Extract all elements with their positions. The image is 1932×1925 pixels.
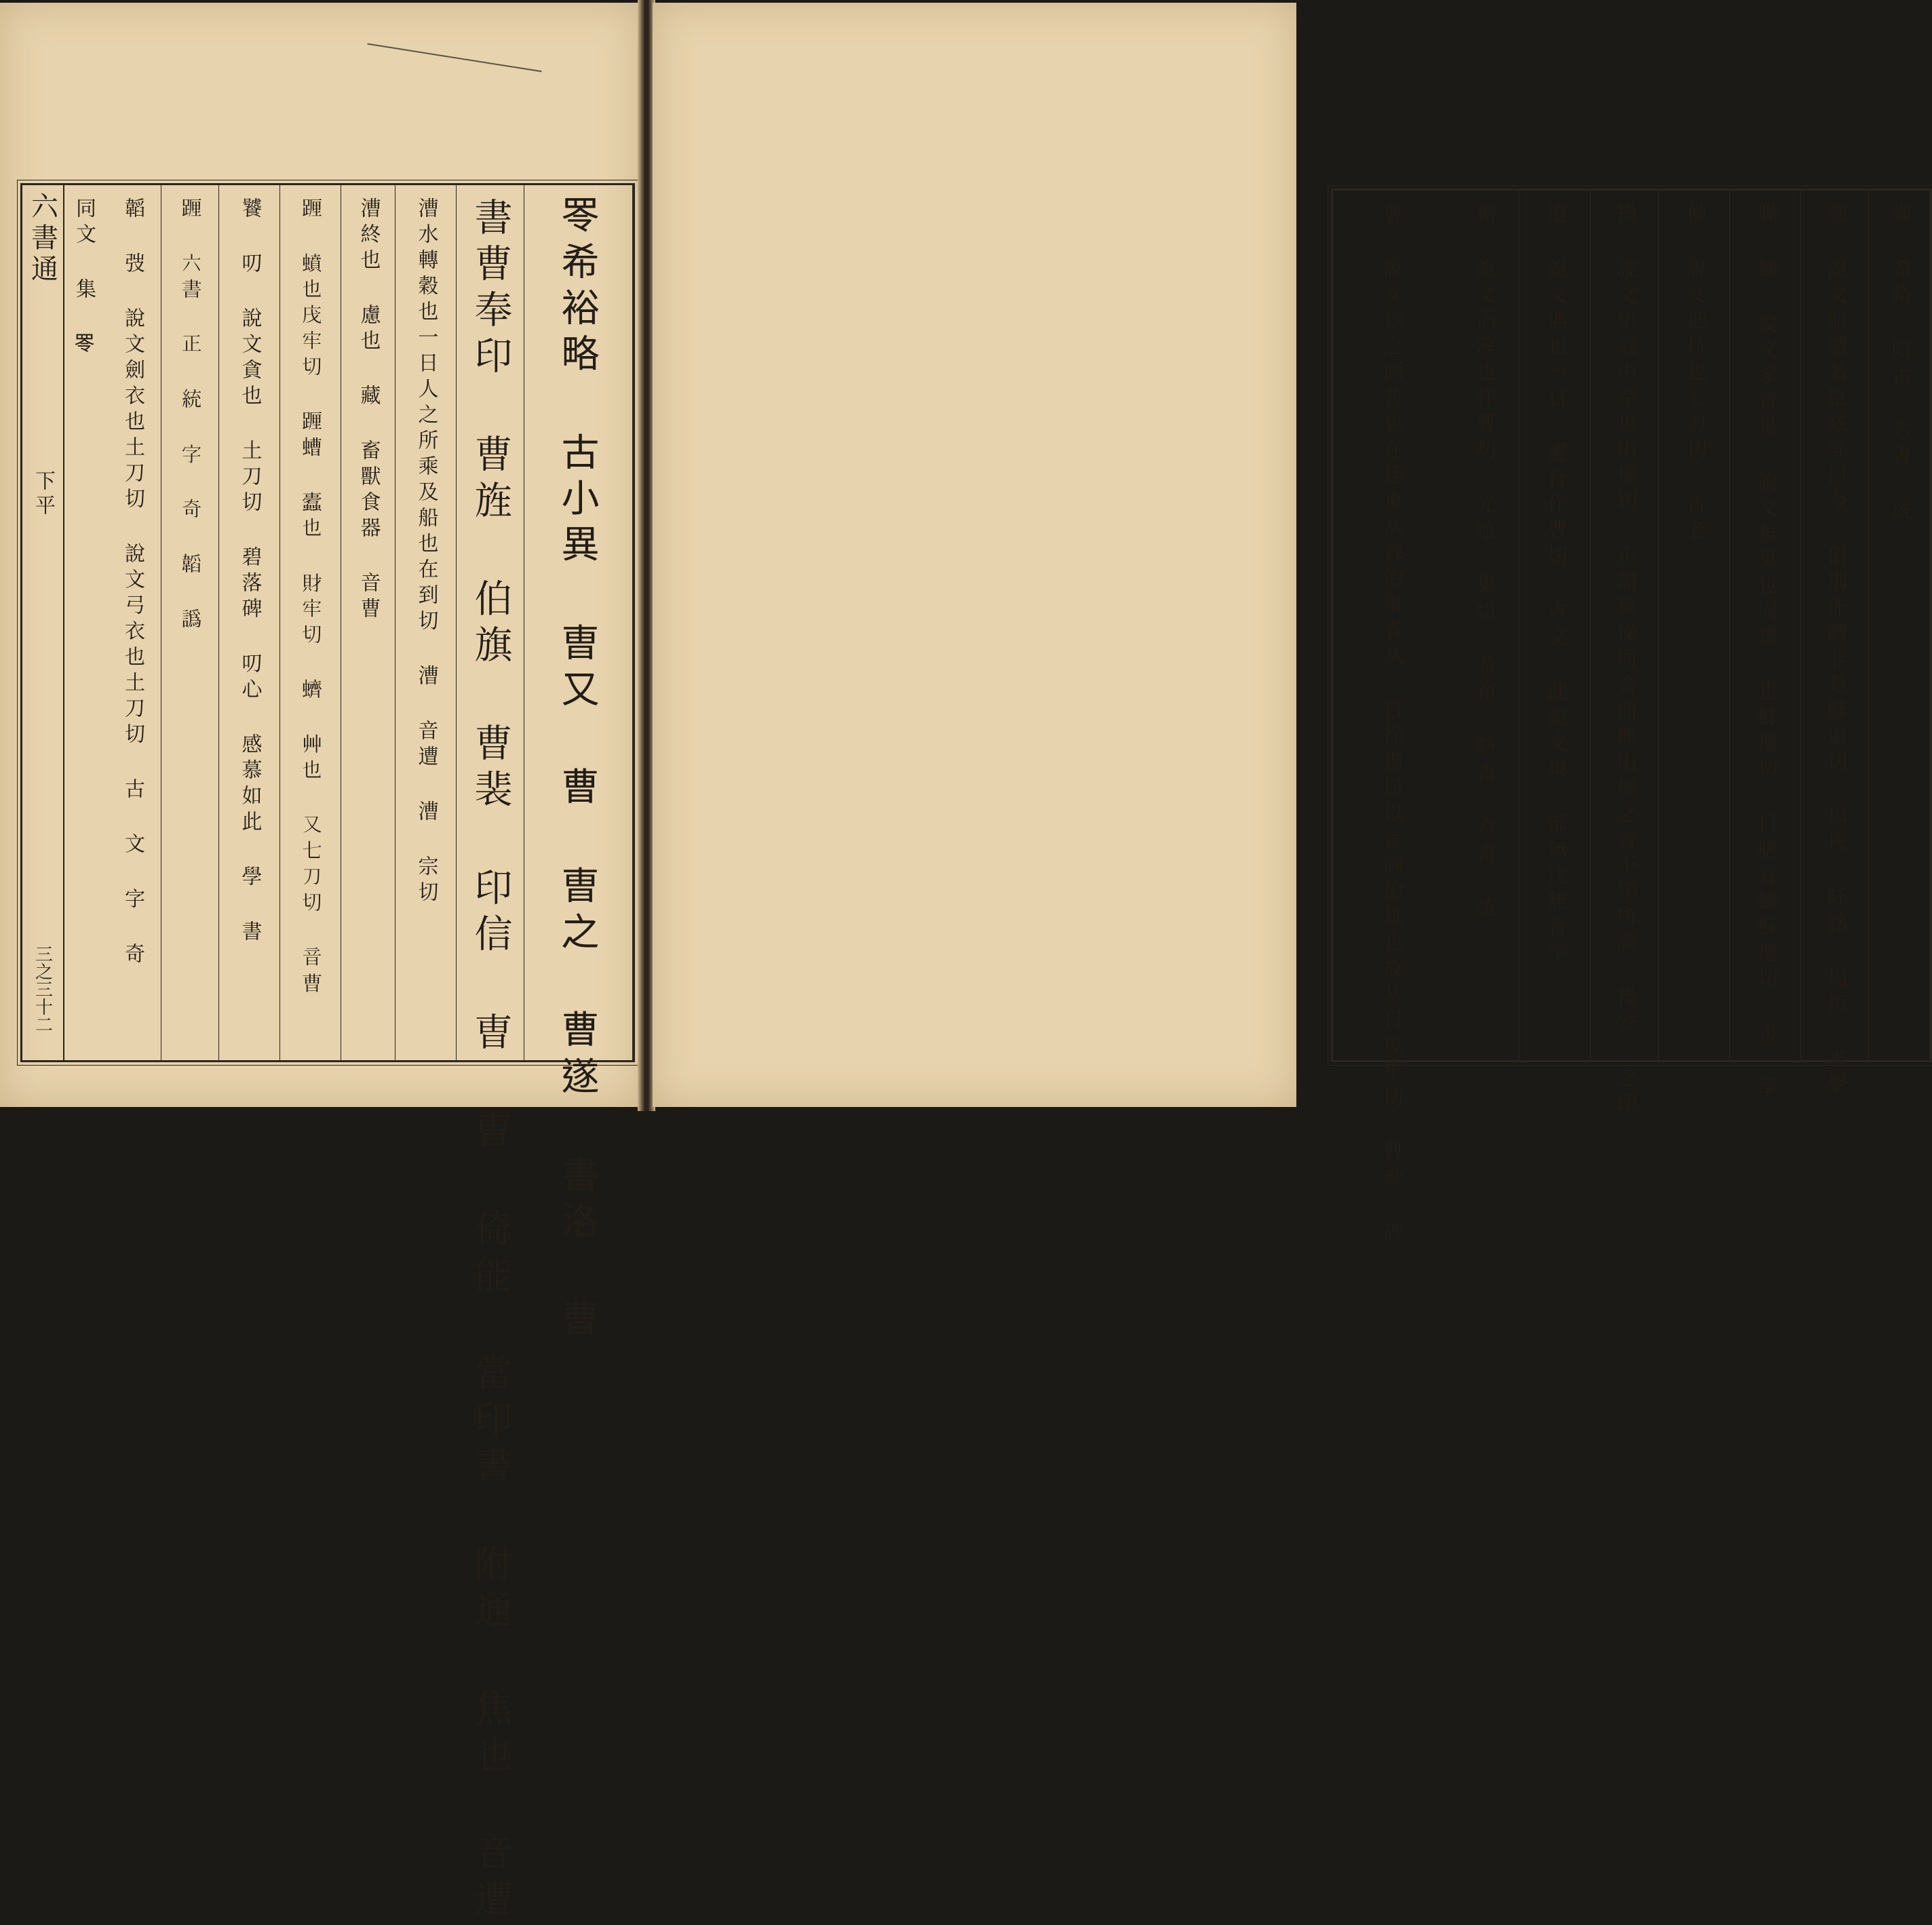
right-page xyxy=(653,3,1912,1247)
column-text: 饕 叨 說文貪也 土刀切 碧落碑 叨心 感慕如此 學 書 xyxy=(237,197,262,946)
ink-stroke-mark xyxy=(367,43,541,73)
margin-volume: 下平 xyxy=(31,470,55,519)
right-column-3 xyxy=(1730,191,1801,1103)
left-column-9 xyxy=(63,185,104,1060)
column-text: 遭 說文遇也一日 邐行作曹切 古文 此說文東 部無注無音字 xyxy=(1543,203,1567,967)
left-column-8 xyxy=(104,185,161,1060)
left-column-6 xyxy=(219,185,280,1060)
left-column-2 xyxy=(457,185,524,1925)
left-column-1 xyxy=(524,185,633,1347)
left-page xyxy=(0,3,640,1925)
column-text: 糟 說文酒滓也作曹切 光遠 集綴 希裕 略古 六書 統 xyxy=(1472,203,1496,922)
column-text: 𦊓希裕略 古小異 曺又 曹 曺之 曹遂 書洛 曹 xyxy=(556,197,601,1347)
column-text: 漕水轉穀也一日人之所乘及船也在到切 漕 音遭 漕 宗切 xyxy=(414,197,438,907)
left-column-3 xyxy=(395,185,457,1060)
column-text: 漕終也 慮也 藏 畜獸食器 音曹 xyxy=(356,197,381,623)
right-page-frame xyxy=(1331,189,1932,1247)
column-text: 韜 弢 說文劍衣也土刀切 說文弓衣也土刀切 古 文 字 奇 xyxy=(121,197,144,969)
column-text: 𨂷 蟦也㡲牢切 𨂷螬 蠹也 財牢切 蠐 艸也 又七刀切 音曹 xyxy=(298,197,323,998)
column-text: 曹 說文獄之兩曹也在廷東从棘治事者从 日徐鍇曰以言詞治獄也故从日㡲牢切 曹參 碑 xyxy=(1379,203,1403,1247)
right-column-5 xyxy=(1591,191,1659,1119)
right-column-2 xyxy=(1801,191,1869,1100)
column-text: 艘 說文船總名臣鉉等曰今 俗別作艘非是穌遭切 楊氏 阡銘 楊桓 書學 xyxy=(1823,203,1847,1100)
left-column-7 xyxy=(161,185,219,1060)
margin-title: 六書通 xyxy=(26,192,58,286)
left-column-4 xyxy=(341,185,395,1060)
column-text: 書曹奉印 曹旌 伯旗 曹裴 印信 曺 曺 倚能 當印書 附通 焦也 音遭 xyxy=(468,197,513,1925)
margin-page-number: 三之三十二 xyxy=(32,945,53,1033)
column-text: 繅 希裕 略古 六書 統 xyxy=(1887,203,1912,526)
right-column-1 xyxy=(1869,191,1930,1060)
column-text: 同文 集 𦊓 xyxy=(72,197,96,359)
right-column-8 xyxy=(1333,191,1448,1247)
left-column-5 xyxy=(280,185,341,1060)
margin-column xyxy=(22,185,64,1060)
column-text: 臊 鱢 說文豕膏臭 說文魚臭也周禮 也穌遭切 日膳膏鱢穌遭切 書 學 xyxy=(1754,203,1777,1103)
left-page-frame xyxy=(20,183,635,1925)
column-text: 操 說文把持也七刀切 古老 xyxy=(1682,203,1706,545)
column-text: 橾 說文車轂中空也山樞切 正韻與操同音而無山樞之音不知所謂 操安 之印 xyxy=(1612,203,1637,1119)
right-column-7 xyxy=(1448,191,1520,1060)
right-column-6 xyxy=(1520,191,1591,1060)
column-text: 𨂷 六書 正 統 字 奇 韜 譌 xyxy=(178,197,202,634)
right-column-4 xyxy=(1659,191,1730,1060)
